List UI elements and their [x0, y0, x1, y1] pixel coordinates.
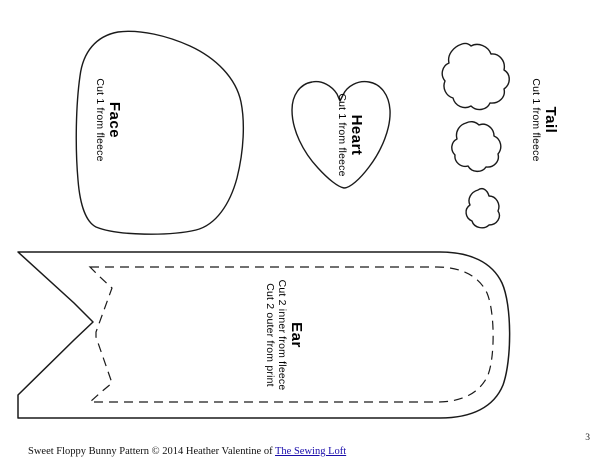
- heart-piece-label-group: [325, 55, 365, 215]
- ear-piece-title: Ear: [288, 322, 305, 348]
- heart-piece-instruction: Cut 1 from fleece: [335, 93, 348, 177]
- face-piece-label-group: [83, 40, 123, 200]
- page-number: 3: [585, 433, 590, 443]
- face-piece-instruction: Cut 1 from fleece: [93, 78, 106, 162]
- face-piece-title: Face: [106, 101, 123, 139]
- ear-piece-instruction-inner: Cut 2 inner from fleece: [275, 279, 288, 391]
- tail-piece-label-group: [519, 40, 559, 200]
- ear-piece-label-group: [253, 235, 305, 435]
- tail-piece-outline-small: [466, 189, 499, 228]
- ear-piece-instruction-outer: Cut 2 outer from print: [263, 283, 276, 387]
- tail-piece-outline-medium: [452, 122, 501, 172]
- tail-piece-instruction: Cut 1 from fleece: [529, 78, 542, 162]
- footer-credit: [28, 446, 346, 457]
- sewing-loft-link[interactable]: The Sewing Loft: [275, 446, 347, 457]
- tail-piece-title: Tail: [542, 106, 559, 134]
- footer-credit-text: Sweet Floppy Bunny Pattern © 2014 Heather Valentine of: [28, 446, 276, 457]
- tail-piece-outline-large: [442, 43, 509, 109]
- heart-piece-title: Heart: [348, 114, 365, 156]
